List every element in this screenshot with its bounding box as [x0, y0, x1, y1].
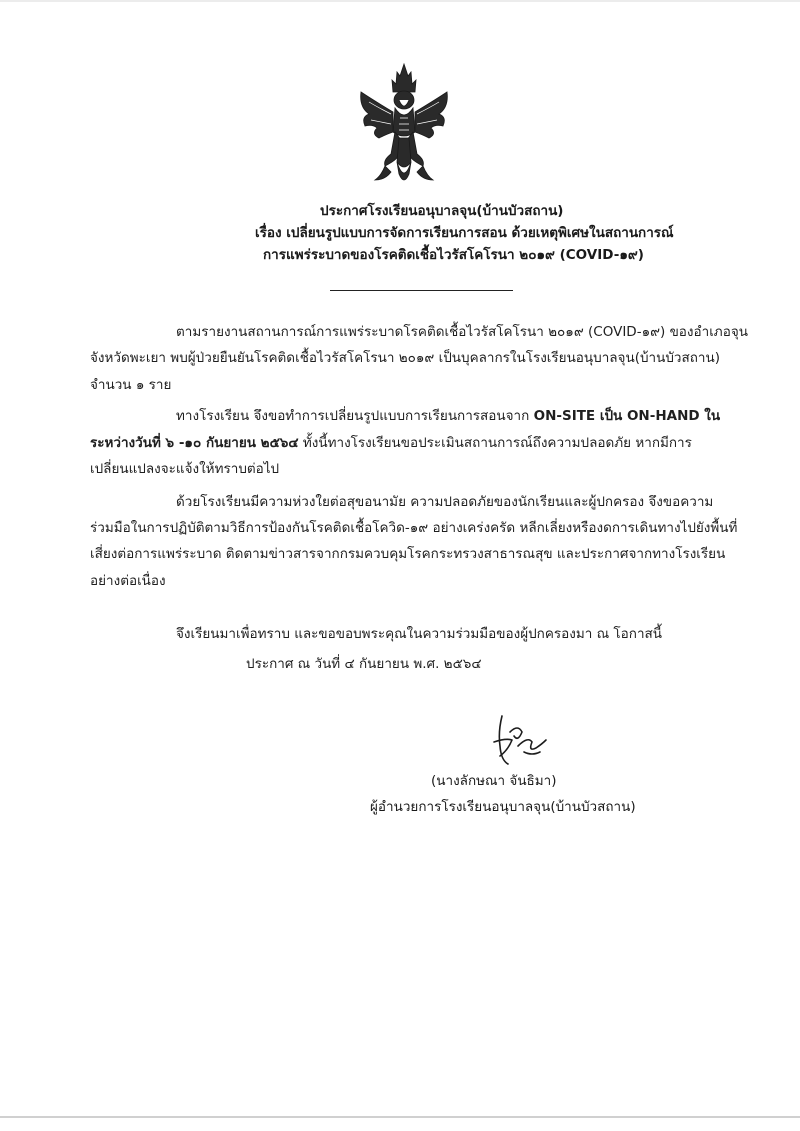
- mode-change-emphasis: ON-SITE เป็น ON-HAND ใน: [533, 408, 721, 424]
- date-range-emphasis: ระหว่างวันที่ ๖ -๑๐ กันยายน ๒๕๖๔: [90, 435, 299, 451]
- announcement-date: ประกาศ ณ วันที่ ๔ กันยายน พ.ศ. ๒๕๖๔: [246, 656, 482, 672]
- announcement-subject: เรื่อง เปลี่ยนรูปแบบการจัดการเรียนการสอน ด้วยเหตุพิเศษในสถานการณ์: [255, 225, 674, 241]
- paragraph-1-line-3: จำนวน ๑ ราย: [90, 377, 172, 393]
- signatory-name: (นางลักษณา จันธิมา): [431, 773, 557, 789]
- paragraph-2-line-3: เปลี่ยนแปลงจะแจ้งให้ทราบต่อไป: [90, 461, 280, 477]
- scan-edge-top: [0, 0, 800, 2]
- header-divider: [330, 290, 513, 291]
- paragraph-3-line-1: ด้วยโรงเรียนมีความห่วงใยต่อสุขอนามัย ความปลอดภัยของนักเรียนและผู้ปกครอง จึงขอความ: [176, 494, 714, 510]
- paragraph-3-line-4: อย่างต่อเนื่อง: [90, 573, 166, 589]
- announcement-title: ประกาศโรงเรียนอนุบาลจุน(บ้านบัวสถาน): [320, 203, 564, 219]
- paragraph-1-line-1: ตามรายงานสถานการณ์การแพร่ระบาดโรคติดเชื้อไวรัสโคโรนา ๒๐๑๙ (COVID-๑๙) ของอำเภอจุน: [176, 324, 748, 340]
- scan-edge-bottom: [0, 1116, 800, 1118]
- paragraph-1-line-2: จังหวัดพะเยา พบผู้ป่วยยืนยันโรคติดเชื้อไวรัสโคโรนา ๒๐๑๙ เป็นบุคลากรในโรงเรียนอนุบาลจุน(บ้านบัวสถาน): [90, 350, 720, 366]
- paragraph-2-text: ทางโรงเรียน จึงขอทำการเปลี่ยนรูปแบบการเรียนการสอนจาก: [176, 408, 534, 424]
- paragraph-2-text-cont: ทั้งนี้ทางโรงเรียนขอประเมินสถานการณ์ถึงความปลอดภัย หากมีการ: [298, 435, 692, 451]
- paragraph-3-line-3: เสี่ยงต่อการแพร่ระบาด ติดตามข่าวสารจากกรมควบคุมโรคกระทรวงสาธารณสุข และประกาศจากทางโรงเรียน: [90, 546, 726, 562]
- signatory-title: ผู้อำนวยการโรงเรียนอนุบาลจุน(บ้านบัวสถาน): [370, 799, 636, 815]
- announcement-subject-cont: การแพร่ระบาดของโรคติดเชื้อไวรัสโคโรนา ๒๐๑๙ (COVID-๑๙): [263, 247, 644, 263]
- paragraph-2-line-1: [176, 403, 720, 430]
- paragraph-3-line-2: ร่วมมือในการปฏิบัติตามวิธีการป้องกันโรคติดเชื้อโควิด-๑๙ อย่างเคร่งครัด หลีกเลี่ยงหรืองดการเดินทางไปยังพื้นที่: [90, 520, 738, 536]
- handwritten-signature-icon: [488, 712, 550, 770]
- paragraph-2-line-2: [90, 430, 692, 457]
- closing-paragraph: จึงเรียนมาเพื่อทราบ และขอขอบพระคุณในความร่วมมือของผู้ปกครองมา ณ โอกาสนี้: [176, 626, 662, 642]
- garuda-emblem-icon: [355, 62, 453, 188]
